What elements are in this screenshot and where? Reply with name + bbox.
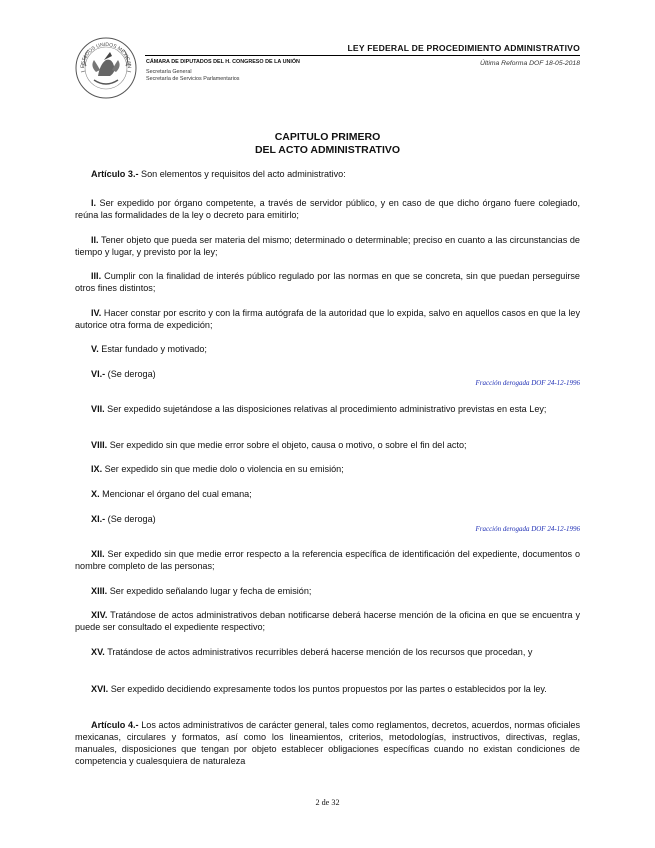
fraccion-label: VIII. bbox=[91, 440, 108, 450]
fraccion-xv bbox=[75, 646, 580, 658]
fraccion-xi bbox=[75, 513, 580, 525]
fraccion-label: IV. bbox=[91, 308, 102, 318]
svg-text:ESTADOS UNIDOS MEXICANOS: ESTADOS UNIDOS MEXICAN bbox=[79, 41, 133, 69]
fraccion-xii bbox=[75, 548, 580, 572]
fraccion-text: Ser expedido sujetándose a las disposiciones relativas al procedimiento administrativo previstas en esta Ley; bbox=[104, 404, 547, 414]
fraccion-text: Tener objeto que pueda ser materia del mismo; determinado o determinable; preciso en cuanto a las circunstancias de tiempo y lugar, y previsto por la ley; bbox=[75, 235, 580, 257]
derogation-note: Fracción derogada DOF 24-12-1996 bbox=[475, 525, 580, 533]
article-label: Artículo 4.- bbox=[91, 720, 139, 730]
fraccion-text: Tratándose de actos administrativos recurribles deberá hacerse mención de los recursos que procedan, y bbox=[104, 647, 533, 657]
fraccion-text: Hacer constar por escrito y con la firma autógrafa de la autoridad que lo expida, salvo en aquellos casos en que la ley autorice otra forma de expedición; bbox=[75, 308, 580, 330]
fraccion-label: XVI. bbox=[91, 684, 109, 694]
secretaria-servicios-label: Secretaría de Servicios Parlamentarios bbox=[146, 76, 240, 82]
chapter-subtitle: DEL ACTO ADMINISTRATIVO bbox=[254, 144, 401, 156]
fraccion-text: Estar fundado y motivado; bbox=[98, 344, 207, 354]
derogation-note: Fracción derogada DOF 24-12-1996 bbox=[475, 379, 580, 387]
fraccion-label: VI.- bbox=[91, 369, 106, 379]
fraccion-i bbox=[75, 197, 580, 221]
fraccion-xiv bbox=[75, 609, 580, 633]
fraccion-iii bbox=[75, 270, 580, 294]
fraccion-label: VII. bbox=[91, 404, 105, 414]
fraccion-iv bbox=[75, 307, 580, 331]
chapter-title: CAPITULO PRIMERO bbox=[274, 131, 381, 143]
fraccion-xvi bbox=[75, 683, 580, 695]
fraccion-text: Ser expedido sin que medie dolo o violencia en su emisión; bbox=[102, 464, 344, 474]
fraccion-label: II. bbox=[91, 235, 99, 245]
page-number: 2 de 32 bbox=[315, 798, 340, 807]
fraccion-label: IX. bbox=[91, 464, 103, 474]
article-4 bbox=[75, 719, 580, 767]
fraccion-text: Ser expedido por órgano competente, a través de servidor público, y en caso de que dicho órgano fuere colegiado, reúna las formalidades de la ley o decreto para emitirlo; bbox=[75, 198, 580, 220]
article-text: Son elementos y requisitos del acto administrativo: bbox=[138, 169, 346, 179]
article-text: Los actos administrativos de carácter general, tales como reglamentos, decretos, acuerdos, normas oficiales mexicanas, circulares y formatos, así como los lineamientos, criterios, metodologías, instructivos, directivas, reglas, manuales, disposiciones que tengan por objeto establecer obligaciones específicas cuando no existan condiciones de competencia y cualesquiera de naturaleza bbox=[75, 720, 581, 766]
fraccion-xiii bbox=[75, 585, 580, 597]
fraccion-label: XIII. bbox=[91, 586, 108, 596]
secretaria-general-label: Secretaría General bbox=[146, 69, 192, 75]
fraccion-label: V. bbox=[91, 344, 99, 354]
document-title: LEY FEDERAL DE PROCEDIMIENTO ADMINISTRATIVO bbox=[347, 43, 580, 53]
fraccion-label: XV. bbox=[91, 647, 105, 657]
fraccion-vii bbox=[75, 403, 580, 415]
fraccion-ix bbox=[75, 463, 580, 475]
fraccion-text: Ser expedido decidiendo expresamente todos los puntos propuestos por las partes o establecidos por la ley. bbox=[108, 684, 547, 694]
fraccion-label: X. bbox=[91, 489, 100, 499]
fraccion-label: III. bbox=[91, 271, 102, 281]
fraccion-text: Ser expedido sin que medie error respecto a la referencia específica de identificación del expediente, documentos o nombre completo de las personas; bbox=[75, 549, 580, 571]
camara-label: CÁMARA DE DIPUTADOS DEL H. CONGRESO DE LA UNIÓN bbox=[146, 59, 300, 65]
article-label: Artículo 3.- bbox=[91, 169, 139, 179]
fraccion-label: I. bbox=[91, 198, 97, 208]
fraccion-v bbox=[75, 343, 580, 355]
fraccion-text: (Se deroga) bbox=[105, 369, 156, 379]
fraccion-label: XIV. bbox=[91, 610, 108, 620]
fraccion-x bbox=[75, 488, 580, 500]
fraccion-ii bbox=[75, 234, 580, 258]
fraccion-text: Mencionar el órgano del cual emana; bbox=[99, 489, 252, 499]
mexico-seal-logo-icon bbox=[74, 36, 138, 100]
article-3-intro bbox=[75, 168, 580, 180]
fraccion-text: Ser expedido sin que medie error sobre el objeto, causa o motivo, o sobre el fin del acto; bbox=[107, 440, 467, 450]
fraccion-viii bbox=[75, 439, 580, 451]
fraccion-label: XII. bbox=[91, 549, 105, 559]
ultima-reforma-label: Última Reforma DOF 18-05-2018 bbox=[480, 60, 580, 67]
fraccion-label: XI.- bbox=[91, 514, 106, 524]
header-rule bbox=[145, 55, 580, 56]
fraccion-text: Cumplir con la finalidad de interés público regulado por las normas en que se concreta, sin que puedan perseguirse otros fines distintos; bbox=[75, 271, 580, 293]
fraccion-text: Ser expedido señalando lugar y fecha de emisión; bbox=[107, 586, 312, 596]
fraccion-text: (Se deroga) bbox=[105, 514, 156, 524]
fraccion-text: Tratándose de actos administrativos deban notificarse deberá hacerse mención de la oficina en que se encuentra y puede ser consultado el expediente respectivo; bbox=[75, 610, 580, 632]
